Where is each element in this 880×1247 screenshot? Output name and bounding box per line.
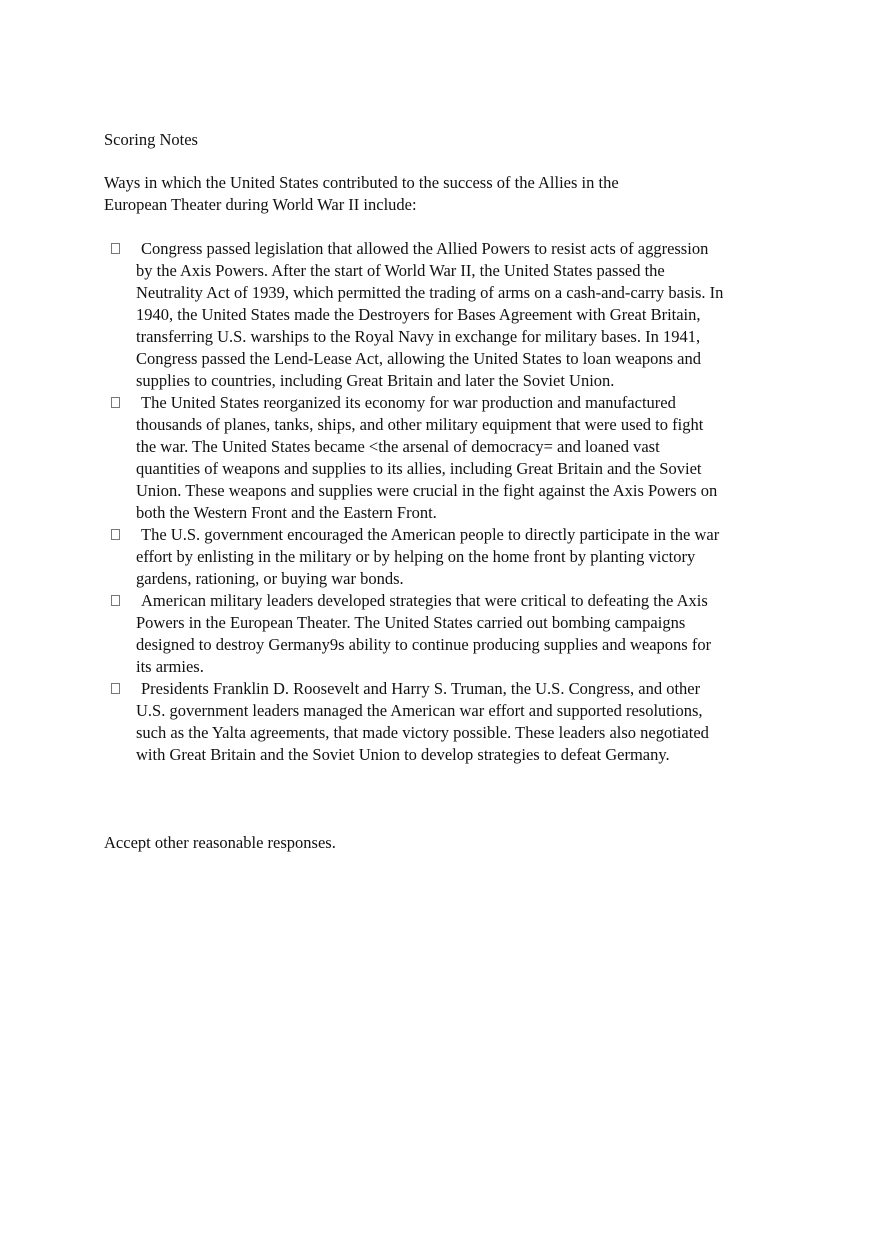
- intro-paragraph: Ways in which the United States contributed to the success of the Allies in the European Theater during World War II include:: [104, 173, 619, 214]
- list-item: [104, 238, 724, 392]
- bullet-icon: [111, 529, 120, 540]
- list-item-text: Congress passed legislation that allowed the Allied Powers to resist acts of aggression by the Axis Powers. After the start of World War II, the United States passed the Neutrality Act of 1939, which permitted the trading of arms on a cash-and-carry basis. In 1940, the United States made the Destroyers for Bases Agreement with Great Britain, transferring U.S. warships to the Royal Navy in exchange for military bases. In 1941, Congress passed the Lend-Lease Act, allowing the United States to loan weapons and supplies to countries, including Great Britain and later the Soviet Union.: [136, 239, 724, 390]
- bullet-icon: [111, 397, 120, 408]
- list-item-text: Presidents Franklin D. Roosevelt and Harry S. Truman, the U.S. Congress, and other U.S. government leaders managed the American war effort and supported resolutions, such as the Yalta agreements, that made victory possible. These leaders also negotiated with Great Britain and the Soviet Union to develop strategies to defeat Germany.: [136, 679, 709, 764]
- bullet-icon: [111, 683, 120, 694]
- list-item-text: The United States reorganized its economy for war production and manufactured thousands of planes, tanks, ships, and other military equipment that were used to fight the war. The United States became <the arsenal of democracy= and loaned vast quantities of weapons and supplies to its allies, including Great Britain and the Soviet Union. These weapons and supplies were crucial in the fight against the Axis Powers on both the Western Front and the Eastern Front.: [136, 393, 718, 522]
- scoring-notes-list: [104, 238, 724, 766]
- list-item: [104, 524, 724, 590]
- bullet-icon: [111, 243, 120, 254]
- list-item-text: American military leaders developed strategies that were critical to defeating the Axis Powers in the European Theater. The United States carried out bombing campaigns designed to destroy Germany9s ability to continue producing supplies and weapons for its armies.: [136, 591, 712, 676]
- page-title: Scoring Notes: [104, 130, 198, 149]
- closing-note: Accept other reasonable responses.: [104, 833, 336, 852]
- list-item: [104, 678, 724, 766]
- list-item: [104, 590, 724, 678]
- list-item-text: The U.S. government encouraged the American people to directly participate in the war effort by enlisting in the military or by helping on the home front by planting victory gardens, rationing, or buying war bonds.: [136, 525, 720, 588]
- bullet-icon: [111, 595, 120, 606]
- list-item: [104, 392, 724, 524]
